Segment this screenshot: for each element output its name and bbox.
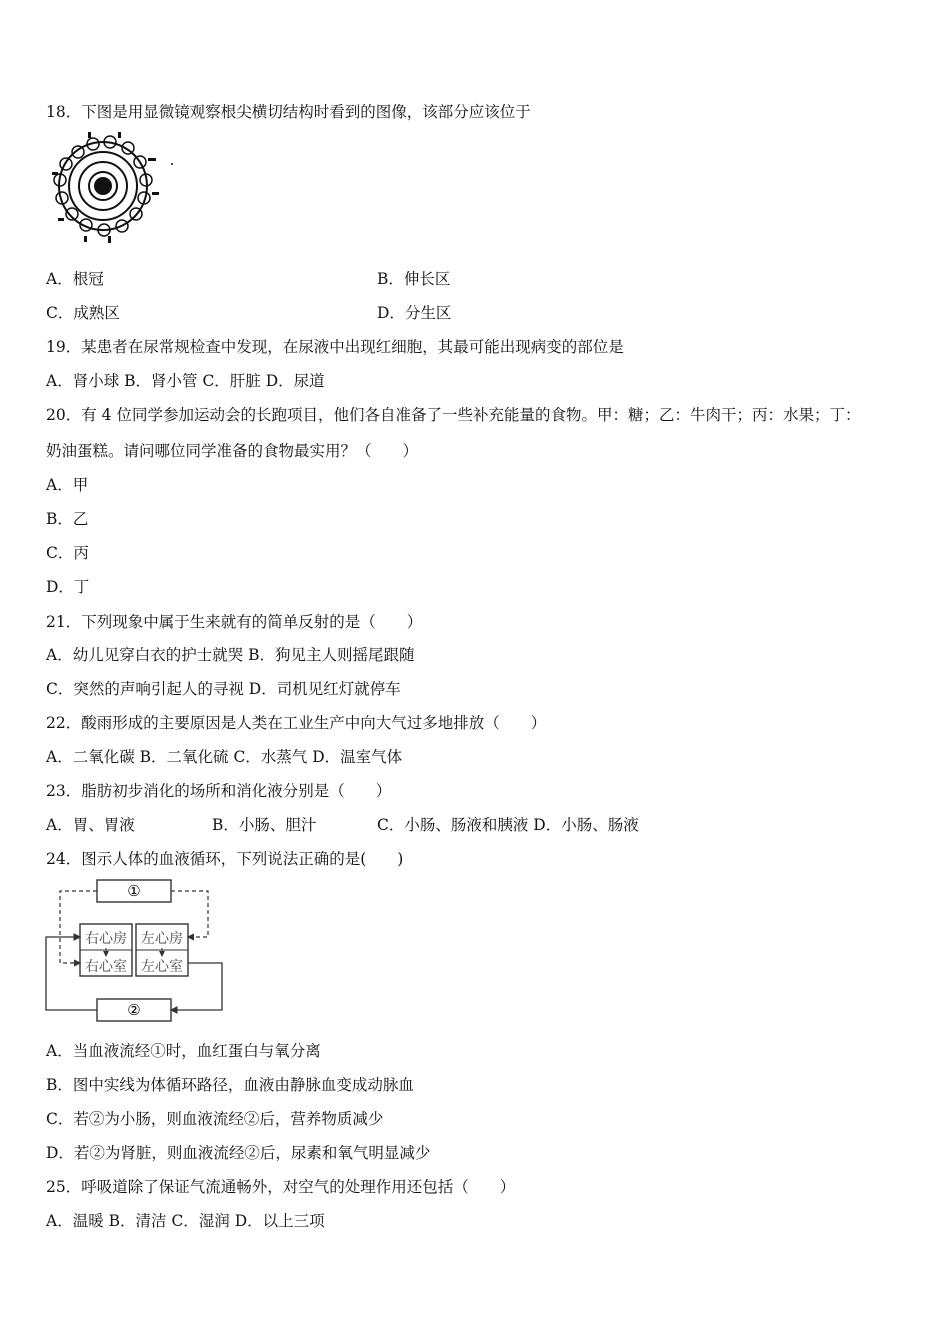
diagram-box2-label: ② [127,1001,141,1019]
q25-stem: 25．呼吸道除了保证气流通畅外，对空气的处理作用还包括（ ） [46,1178,516,1196]
right-atrium-label: 右心房 [85,931,127,947]
q23-options-cd: C．小肠、肠液和胰液 D．小肠、肠液 [377,816,639,834]
q25-options: A．温暖 B．清洁 C．湿润 D．以上三项 [46,1212,325,1230]
q18-option-d: D．分生区 [377,304,452,322]
q21-options-ab: A．幼儿见穿白衣的护士就哭 B．狗见主人则摇尾跟随 [46,646,415,664]
q20-option-d: D．丁 [46,578,90,596]
q18-option-b: B．伸长区 [377,270,451,288]
left-ventricle-label: 左心室 [141,959,183,975]
q20-option-a: A．甲 [46,476,89,494]
q24-option-d: D．若②为肾脏，则血液流经②后，尿素和氧气明显减少 [46,1144,431,1162]
q22-stem: 22．酸雨形成的主要原因是人类在工业生产中向大气过多地排放（ ） [46,714,547,732]
q19-stem: 19．某患者在尿常规检查中发现，在尿液中出现红细胞，其最可能出现病变的部位是 [46,338,624,356]
q24-option-c: C．若②为小肠，则血液流经②后，营养物质减少 [46,1110,384,1128]
root-cross-section-image [48,132,178,244]
q18-option-c: C．成熟区 [46,304,120,322]
diagram-box1-label: ① [127,882,141,900]
q24-option-a: A．当血液流经①时，血红蛋白与氧分离 [46,1042,321,1060]
q20-option-c: C．丙 [46,544,89,562]
q18-stem: 18．下图是用显微镜观察根尖横切结构时看到的图像，该部分应该位于 [46,103,531,121]
blood-circulation-diagram [40,874,230,1026]
q23-stem: 23．脂肪初步消化的场所和消化液分别是（ ） [46,782,392,800]
q23-option-a: A．胃、胃液 [46,816,135,834]
left-atrium-label: 左心房 [141,931,183,947]
q24-option-b: B．图中实线为体循环路径，血液由静脉血变成动脉血 [46,1076,414,1094]
q21-options-cd: C．突然的声响引起人的寻视 D．司机见红灯就停车 [46,680,401,698]
q24-stem: 24．图示人体的血液循环，下列说法正确的是( ) [46,850,404,868]
q18-option-a: A．根冠 [46,270,104,288]
q19-options: A．肾小球 B．肾小管 C．肝脏 D．尿道 [46,372,325,390]
q20-stem-line2: 奶油蛋糕。请问哪位同学准备的食物最实用？（ ） [46,442,419,460]
q23-option-b: B．小肠、胆汁 [212,816,317,834]
q21-stem: 21．下列现象中属于生来就有的简单反射的是（ ） [46,613,423,631]
q20-stem-line1: 20．有 4 位同学参加运动会的长跑项目，他们各自准备了一些补充能量的食物。甲：糖；乙：牛肉干；丙：水果；丁： [46,406,861,424]
q22-options: A．二氧化碳 B．二氧化硫 C．水蒸气 D．温室气体 [46,748,403,766]
right-ventricle-label: 右心室 [85,959,127,975]
q20-option-b: B．乙 [46,510,89,528]
